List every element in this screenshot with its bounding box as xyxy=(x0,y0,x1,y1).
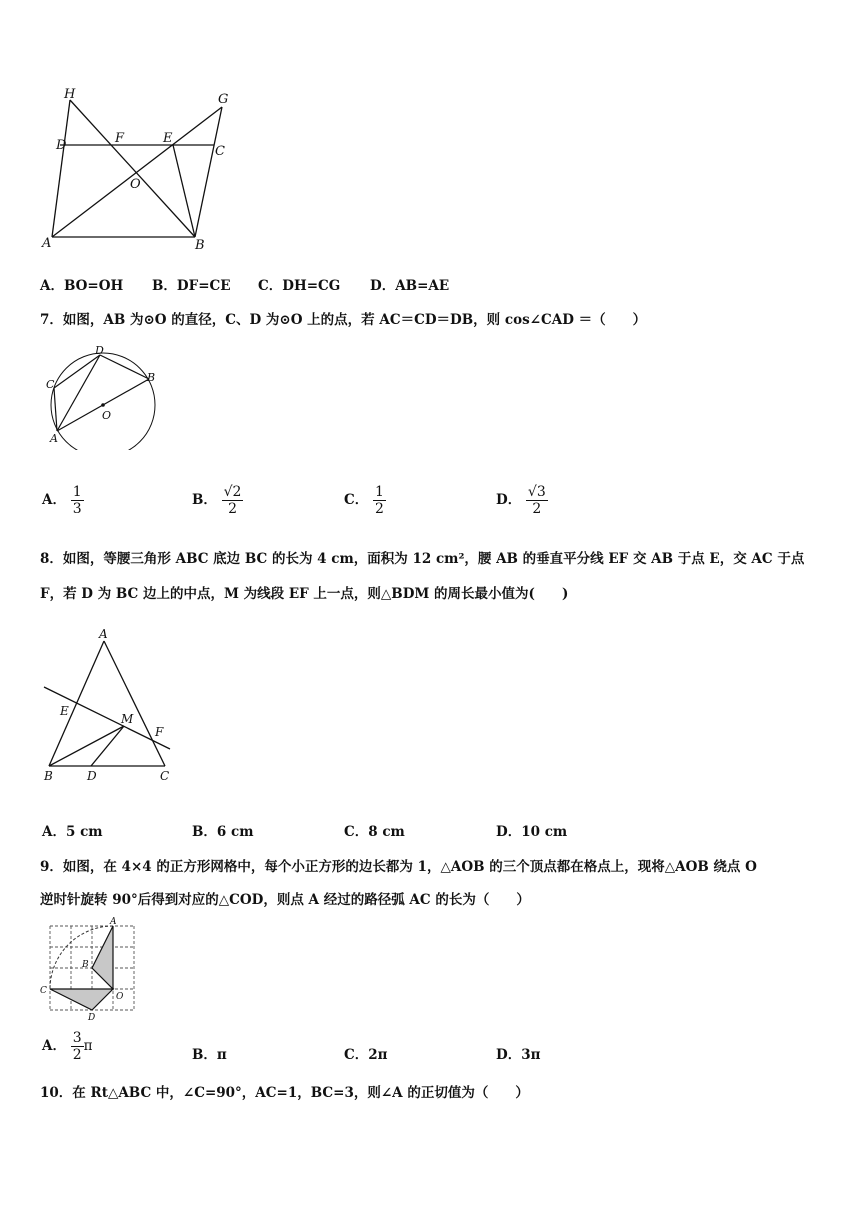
label-b: B xyxy=(195,238,205,253)
segment-eb xyxy=(173,145,195,237)
q9-option-b[interactable]: B．π xyxy=(192,1047,227,1063)
label-c: C xyxy=(46,378,55,391)
segment-hb xyxy=(70,100,195,237)
label-g: G xyxy=(218,92,229,107)
q9-option-a[interactable] xyxy=(42,1030,92,1063)
chord-db xyxy=(100,355,149,379)
q9-option-c[interactable]: C．2π xyxy=(344,1047,388,1063)
label-b: B xyxy=(44,769,53,783)
label-b: B xyxy=(82,960,89,970)
label-f: F xyxy=(155,725,164,739)
option-letter: D． xyxy=(496,492,522,509)
label-e: E xyxy=(60,704,69,718)
label-a: A xyxy=(50,432,58,445)
line-ef xyxy=(44,687,170,749)
label-a: A xyxy=(42,236,52,251)
fraction: $\frac{3}{2}$ xyxy=(72,1030,82,1064)
label-e: E xyxy=(163,131,173,146)
center-dot xyxy=(101,403,105,407)
q8-option-b[interactable]: B．6 cm xyxy=(192,824,254,840)
label-b: B xyxy=(147,371,156,384)
q8-option-a[interactable]: A．5 cm xyxy=(42,824,103,840)
label-c: C xyxy=(40,986,47,996)
segment-dm xyxy=(91,726,124,766)
chord-ad xyxy=(57,355,100,431)
fraction: $\frac{√3}{2}$ xyxy=(527,484,546,518)
q7-option-a[interactable] xyxy=(42,484,84,517)
fraction: $\frac{1}{3}$ xyxy=(72,484,82,518)
label-d: D xyxy=(56,138,67,153)
label-f: F xyxy=(115,131,125,146)
side-ac xyxy=(104,641,165,766)
q6-option-a[interactable]: A．BO=OH xyxy=(40,278,124,294)
q7-option-b[interactable] xyxy=(192,484,243,517)
q9-stem-line2: 逆时针旋转 90°后得到对应的△COD，则点 A 经过的路径弧 AC 的长为（ ） xyxy=(40,892,530,908)
label-c: C xyxy=(160,769,170,783)
option-letter: C． xyxy=(344,492,369,509)
label-c: C xyxy=(215,144,225,159)
label-o: O xyxy=(130,177,141,192)
circle-o xyxy=(51,353,155,450)
triangle-cod xyxy=(50,989,113,1010)
segment-bg xyxy=(195,107,222,237)
q7-option-c[interactable] xyxy=(344,484,386,517)
label-d: D xyxy=(88,1013,96,1023)
q10-stem: 10．在 Rt△ABC 中，∠C=90°，AC=1，BC=3，则∠A 的正切值为（ ） xyxy=(40,1085,529,1101)
fraction: $\frac{1}{2}$ xyxy=(374,484,384,518)
q7-stem: 7．如图，AB 为⊙O 的直径，C、D 为⊙O 上的点，若 AC＝CD＝DB，则 cos∠CAD ＝（ ） xyxy=(40,312,647,328)
q6-option-b[interactable]: B．DF=CE xyxy=(152,278,231,294)
q9-stem-line1: 9．如图，在 4×4 的正方形网格中，每个小正方形的边长都为 1，△AOB 的三个顶点都在格点上，现将△AOB 绕点 O xyxy=(40,859,757,875)
segment-ag xyxy=(52,107,222,237)
option-letter: A． xyxy=(42,1038,66,1055)
label-o: O xyxy=(102,409,112,422)
segment-ah xyxy=(52,100,70,237)
segment-bm xyxy=(49,726,124,766)
q7-figure xyxy=(40,340,170,450)
q9-figure xyxy=(36,916,146,1024)
q8-option-d[interactable]: D．10 cm xyxy=(496,824,568,840)
q8-stem-line2: F，若 D 为 BC 边上的中点，M 为线段 EF 上一点，则△BDM 的周长最小值为( ) xyxy=(40,586,569,602)
triangle-aob xyxy=(92,926,113,989)
label-o: O xyxy=(116,992,124,1002)
label-d: D xyxy=(87,769,97,783)
q8-stem-line1: 8．如图，等腰三角形 ABC 底边 BC 的长为 4 cm，面积为 12 cm²，腰 AB 的垂直平分线 EF 交 AB 于点 E，交 AC 于点 xyxy=(40,551,805,567)
option-letter: A． xyxy=(42,492,66,509)
option-letter: B． xyxy=(192,492,217,509)
q6-figure xyxy=(30,85,250,255)
q8-figure xyxy=(38,625,188,785)
label-a: A xyxy=(110,917,117,927)
label-h: H xyxy=(64,87,76,102)
label-d: D xyxy=(95,344,104,357)
q6-option-d[interactable]: D．AB=AE xyxy=(370,278,450,294)
q8-option-c[interactable]: C．8 cm xyxy=(344,824,405,840)
pi-symbol: π xyxy=(83,1038,93,1055)
label-m: M xyxy=(121,712,134,726)
q7-option-d[interactable] xyxy=(496,484,548,517)
q9-option-d[interactable]: D．3π xyxy=(496,1047,541,1063)
fraction: $\frac{√2}{2}$ xyxy=(223,484,242,518)
q6-option-c[interactable]: C．DH=CG xyxy=(258,278,341,294)
label-a: A xyxy=(99,627,108,641)
